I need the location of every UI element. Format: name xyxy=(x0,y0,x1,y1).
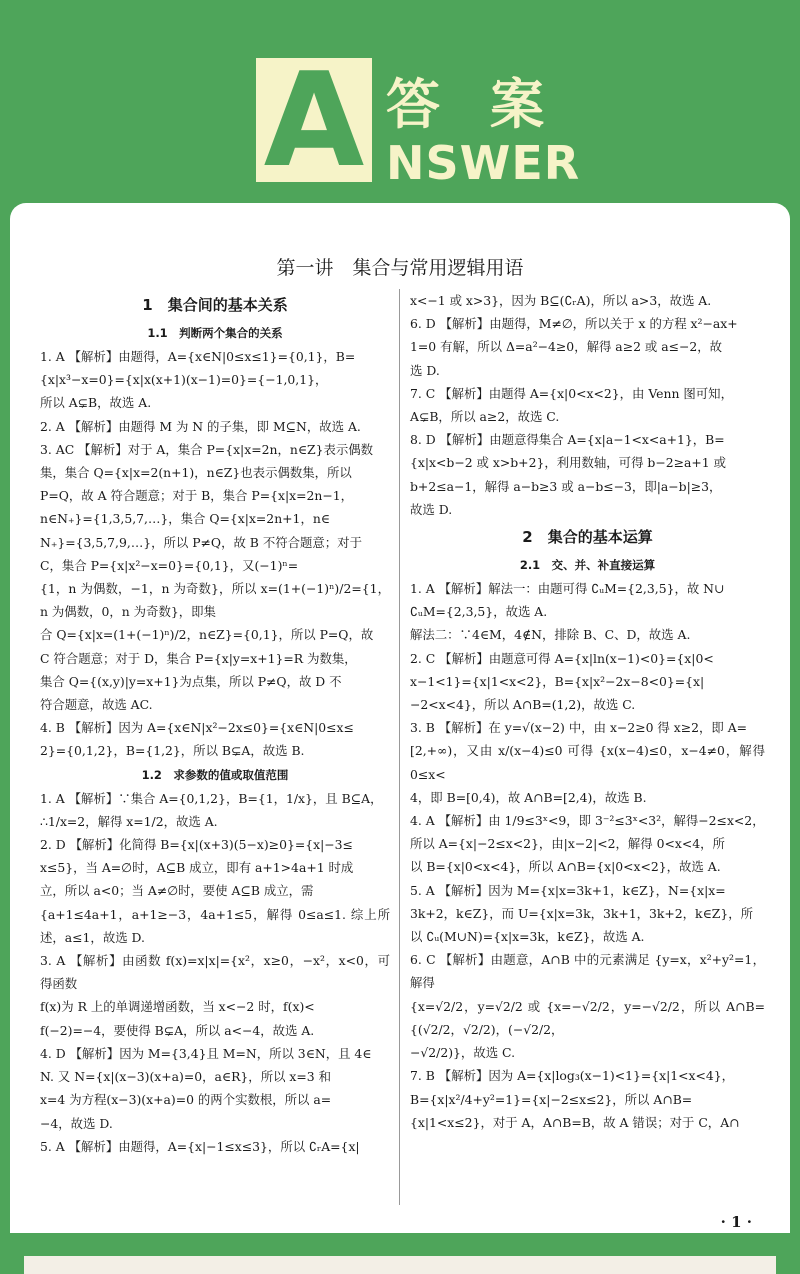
answer-item xyxy=(40,949,390,1042)
answer-line: 3. AC 【解析】对于 A，集合 P={x|x=2n，n∈Z}表示偶数 xyxy=(40,441,374,457)
answer-line: {x|x<b−2 或 x>b+2}，利用数轴，可得 b−2≥a+1 或 xyxy=(410,455,726,471)
answer-item xyxy=(40,716,390,762)
answer-line: {a+1≤4a+1，a+1≥−3，4a+1≤5，解得 0≤a≤1. 综上所述，a≤1，故选 D. xyxy=(40,906,390,945)
answer-line: {x=√2/2，y=√2/2 或 {x=−√2/2，y=−√2/2，所以 A∩B={(√2/2，√2/2)，(−√2/2， xyxy=(410,998,765,1037)
answer-line: ∁ᵤM={2,3,5}，故选 A. xyxy=(410,604,548,620)
answer-item xyxy=(40,438,390,716)
answer-line: 3. A 【解析】由函数 f(x)=x|x|={x²，x≥0，−x²，x<0，可得函数 xyxy=(40,953,390,992)
answer-line: 合 Q={x|x=(1+(−1)ⁿ)/2，n∈Z}={0,1}，所以 P=Q，故 xyxy=(40,627,374,643)
section-heading: 2 集合的基本运算 xyxy=(522,528,653,547)
answer-title-en: NSWER xyxy=(386,136,581,190)
answer-line: 4. A 【解析】由 1/9≤3ˣ<9，即 3⁻²≤3ˣ<3²，解得−2≤x<2， xyxy=(410,813,765,829)
answer-line: 以 ∁ᵤ(M∪N)={x|x=3k，k∈Z}，故选 A. xyxy=(410,929,645,945)
answer-item xyxy=(40,415,390,438)
lecture-title: 第一讲 集合与常用逻辑用语 xyxy=(276,257,524,279)
answer-item xyxy=(410,312,765,382)
answer-item xyxy=(410,382,765,428)
answer-line: 5. A 【解析】因为 M={x|x=3k+1，k∈Z}，N={x|x= xyxy=(410,882,726,898)
answer-line: 符合题意，故选 AC. xyxy=(40,697,153,713)
answer-line: 故选 D. xyxy=(410,501,453,517)
answer-item xyxy=(410,809,765,879)
answer-line: 3. B 【解析】在 y=√(x−2) 中，由 x−2≥0 得 x≥2，即 A= xyxy=(410,720,748,736)
answer-line: 1=0 有解，所以 Δ=a²−4≥0，解得 a≥2 或 a≤−2，故 xyxy=(410,339,723,355)
answer-line: x≤5}，当 A=∅时，A⊆B 成立，即有 a+1>4a+1 时成 xyxy=(40,860,354,876)
answer-item xyxy=(410,577,765,647)
answer-line: 立，所以 a<0；当 A≠∅时，要使 A⊆B 成立，需 xyxy=(40,883,314,899)
answer-line: C 符合题意；对于 D，集合 P={x|y=x+1}=R 为数集， xyxy=(40,650,357,666)
answer-line: x<−1 或 x>3}，因为 B⊆(∁ᵣA)，所以 a>3，故选 A. xyxy=(410,293,712,308)
answer-item xyxy=(410,716,765,809)
answer-line: n∈N₊}={1,3,5,7,…}，集合 Q={x|x=2n+1，n∈ xyxy=(40,511,330,527)
answer-logo-box xyxy=(256,44,372,196)
answer-line: B={x|x²/4+y²=1}={x|−2≤x≤2}，所以 A∩B= xyxy=(410,1091,693,1107)
answer-line: 4，即 B=[0,4)，故 A∩B=[2,4)，故选 B. xyxy=(410,789,647,805)
answer-line: 2. C 【解析】由题意可得 A={x|ln(x−1)<0}={x|0< xyxy=(410,650,714,666)
answer-line: 4. D 【解析】因为 M={3,4}且 M=N，所以 3∈N，且 4∈ xyxy=(40,1045,372,1061)
answer-item xyxy=(410,647,765,717)
answer-line: 4. B 【解析】因为 A={x∈N|x²−2x≤0}={x∈N|0≤x≤ xyxy=(40,720,354,736)
answer-item xyxy=(40,345,390,415)
answer-line: f(x)为 R 上的单调递增函数，当 x<−2 时，f(x)< xyxy=(40,999,315,1015)
answer-line: 7. B 【解析】因为 A={x|log₃(x−1)<1}={x|1<x<4}， xyxy=(410,1068,735,1084)
answer-line: −4，故选 D. xyxy=(40,1115,113,1131)
answer-line: {x|x³−x=0}={x|x(x+1)(x−1)=0}={−1,0,1}， xyxy=(40,372,328,388)
answer-line: 选 D. xyxy=(410,362,440,378)
subsection-heading: 2.1 交、并、补直接运算 xyxy=(519,558,656,573)
answer-line: −2<x<4}，所以 A∩B=(1,2)，故选 C. xyxy=(410,697,636,713)
answer-sheet xyxy=(10,203,790,1233)
answer-item xyxy=(40,833,390,949)
answer-line: 所以 A={x|−2≤x<2}，由|x−2|<2，解得 0<x<4，所 xyxy=(410,836,725,852)
answer-item xyxy=(410,948,765,1064)
answer-line: ∴1/x=2，解得 x=1/2，故选 A. xyxy=(40,813,218,829)
answer-line: 以 B={x|0<x<4}，所以 A∩B={x|0<x<2}，故选 A. xyxy=(410,859,721,875)
answer-line: 2. D 【解析】化简得 B={x|(x+3)(5−x)≥0}={x|−3≤ xyxy=(40,837,353,853)
answer-line: 所以 A⊊B，故选 A. xyxy=(40,395,152,411)
answer-line: 1. A 【解析】∵集合 A={0,1,2}，B={1，1/x}，且 B⊆A， xyxy=(40,790,383,806)
column-divider xyxy=(399,289,400,1205)
left-column xyxy=(40,289,390,1158)
answer-line: 2}={0,1,2}，B={1,2}，所以 B⊊A，故选 B. xyxy=(40,743,305,759)
answer-line: P=Q，故 A 符合题意；对于 B，集合 P={x|x=2n−1， xyxy=(40,488,354,504)
subsection-heading: 1.2 求参数的值或取值范围 xyxy=(141,767,289,782)
answer-line: 8. D 【解析】由题意得集合 A={x|a−1<x<a+1}，B= xyxy=(410,432,725,448)
answer-line: C，集合 P={x|x²−x=0}={0,1}，又(−1)ⁿ= xyxy=(40,557,299,573)
answer-line: {1，n 为偶数，−1，n 为奇数}，所以 x=(1+(−1)ⁿ)/2={1，n 为偶数，0，n 为奇数}，即集 xyxy=(40,581,390,620)
answer-line: 6. D 【解析】由题得，M≠∅，所以关于 x 的方程 x²−ax+ xyxy=(410,316,738,332)
answer-item xyxy=(40,787,390,833)
answer-line: 3k+2，k∈Z}，而 U={x|x=3k，3k+1，3k+2，k∈Z}，所 xyxy=(410,905,754,921)
answer-line: −√2/2)}，故选 C. xyxy=(410,1045,516,1061)
section-heading: 1 集合间的基本关系 xyxy=(142,296,288,314)
answer-line: 7. C 【解析】由题得 A={x|0<x<2}，由 Venn 图可知， xyxy=(410,385,733,401)
answer-line: 6. C 【解析】由题意，A∩B 中的元素满足 {y=x，x²+y²=1，解得 xyxy=(410,952,765,991)
answer-line: 1. A 【解析】解法一：由题可得 ∁ᵤM={2,3,5}，故 N∪ xyxy=(410,581,725,597)
answer-line: {x|1<x≤2}，对于 A，A∩B=B，故 A 错误；对于 C，A∩ xyxy=(410,1114,740,1130)
answer-line: f(−2)=−4，要使得 B⊊A，所以 a<−4，故选 A. xyxy=(40,1022,315,1038)
answer-line: [2,+∞)，又由 x/(x−4)≤0 可得 {x(x−4)≤0，x−4≠0，解得 0≤x< xyxy=(410,743,765,782)
answer-item xyxy=(410,428,765,521)
answer-item xyxy=(40,1042,390,1135)
answer-item xyxy=(410,289,765,312)
page-number: · 1 · xyxy=(720,1213,752,1231)
subsection-heading: 1.1 判断两个集合的关系 xyxy=(147,326,283,340)
answer-line: 1. A 【解析】由题得，A={x∈N|0≤x≤1}={0,1}，B= xyxy=(40,349,356,364)
answer-title-cn: 答案 xyxy=(386,73,594,136)
answer-line: 2. A 【解析】由题得 M 为 N 的子集，即 M⊆N，故选 A. xyxy=(40,418,361,434)
answer-line: 5. A 【解析】由题得，A={x|−1≤x≤3}，所以 ∁ᵣA={x| xyxy=(40,1138,360,1154)
answer-line: x−1<1}={x|1<x<2}，B={x|x²−2x−8<0}={x| xyxy=(410,673,705,689)
right-column xyxy=(410,289,765,1134)
header-banner xyxy=(0,0,800,210)
answer-line: 集合 Q={(x,y)|y=x+1}为点集，所以 P≠Q，故 D 不 xyxy=(40,673,342,689)
answer-line: N. 又 N={x|(x−3)(x+a)=0，a∈R}，所以 x=3 和 xyxy=(40,1069,331,1085)
answer-line: A⊊B，所以 a≥2，故选 C. xyxy=(410,409,560,425)
answer-item xyxy=(410,1064,765,1134)
answer-line: 解法二：∵4∈M，4∉N，排除 B、C、D，故选 A. xyxy=(410,627,691,643)
bottom-strip xyxy=(24,1256,776,1274)
answer-item xyxy=(410,879,765,949)
answer-logo-letter: A xyxy=(263,44,365,196)
answer-line: x=4 为方程(x−3)(x+a)=0 的两个实数根，所以 a= xyxy=(40,1092,332,1108)
answer-item xyxy=(40,1135,390,1158)
answer-line: b+2≤a−1，解得 a−b≥3 或 a−b≤−3，即|a−b|≥3， xyxy=(410,478,722,494)
answer-line: N₊}={3,5,7,9,…}，所以 P≠Q，故 B 不符合题意；对于 xyxy=(40,534,362,550)
answer-line: 集，集合 Q={x|x=2(n+1)，n∈Z}也表示偶数集，所以 xyxy=(40,465,352,481)
